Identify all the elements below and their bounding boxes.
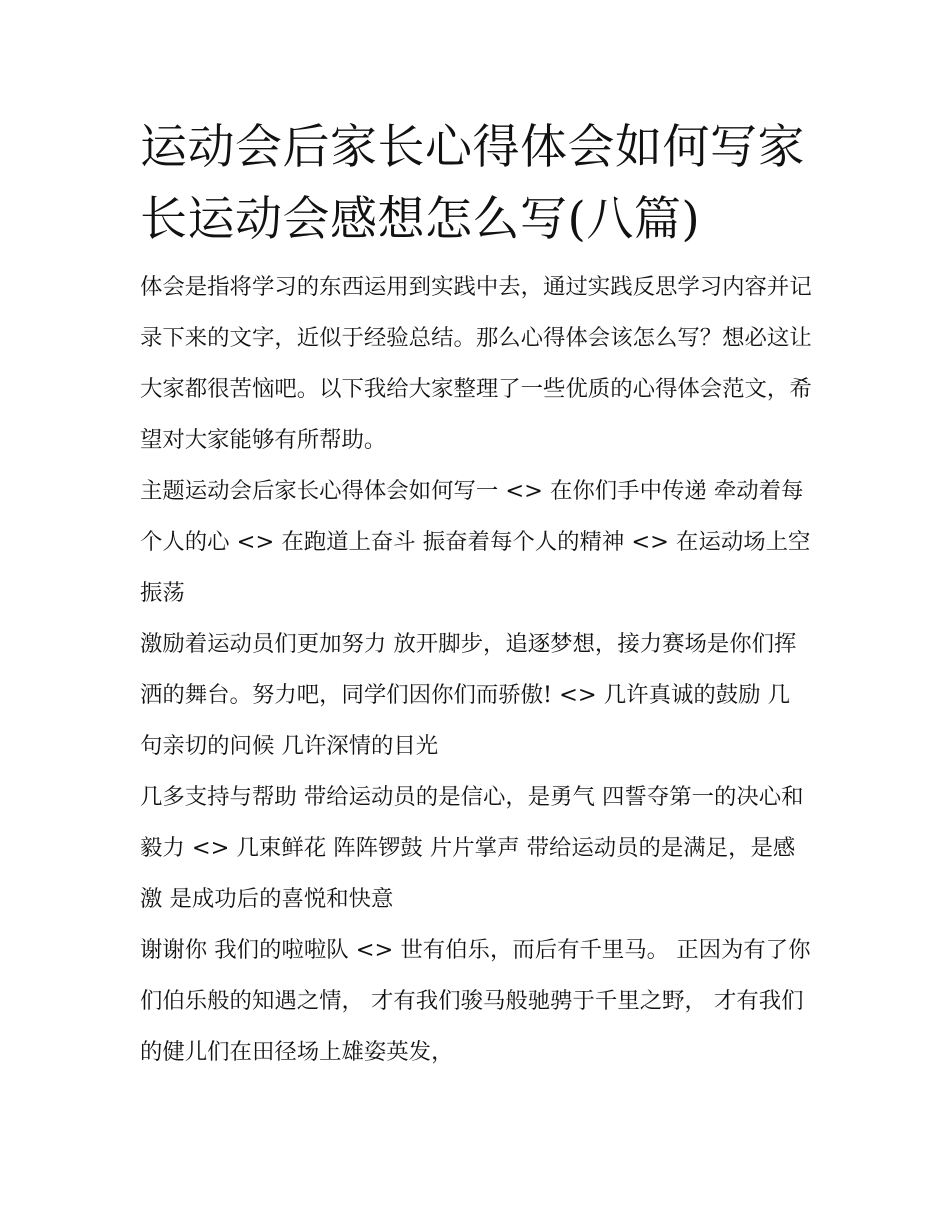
document-title: 运动会后家长心得体会如何写家长运动会感想怎么写(八篇): [140, 120, 805, 247]
body-paragraph-3: 几多支持与帮助 带给运动员的是信心，是勇气 四誓夺第一的决心和毅力 <> 几束鲜花 阵阵锣鼓 片片掌声 带给运动员的是满足，是感激 是成功后的喜悦和快意: [140, 784, 804, 912]
body-paragraph-2: 激励着运动员们更加努力 放开脚步，追逐梦想，接力赛场是你们挥洒的舞台。努力吧，同学们因你们而骄傲! <> 几许真诚的鼓励 几句亲切的问候 几许深情的目光: [140, 631, 797, 759]
intro-paragraph: 体会是指将学习的东西运用到实践中去，通过实践反思学习内容并记录下来的文字，近似于经验总结。那么心得体会该怎么写？想必这让大家都很苦恼吧。以下我给大家整理了一些优质的心得体会范文，希望对大家能够有所帮助。: [140, 274, 812, 453]
body-paragraph-4: 谢谢你 我们的啦啦队 <> 世有伯乐，而后有千里马。 正因为有了你们伯乐般的知遇之情， 才有我们骏马般驰骋于千里之野， 才有我们的健儿们在田径场上雄姿英发，: [140, 937, 811, 1065]
body-paragraph-1: 主题运动会后家长心得体会如何写一 <> 在你们手中传递 牵动着每个人的心 <> 在跑道上奋斗 振奋着每个人的精神 <> 在运动场上空振荡: [140, 478, 811, 606]
document-page: [140, 112, 812, 1078]
